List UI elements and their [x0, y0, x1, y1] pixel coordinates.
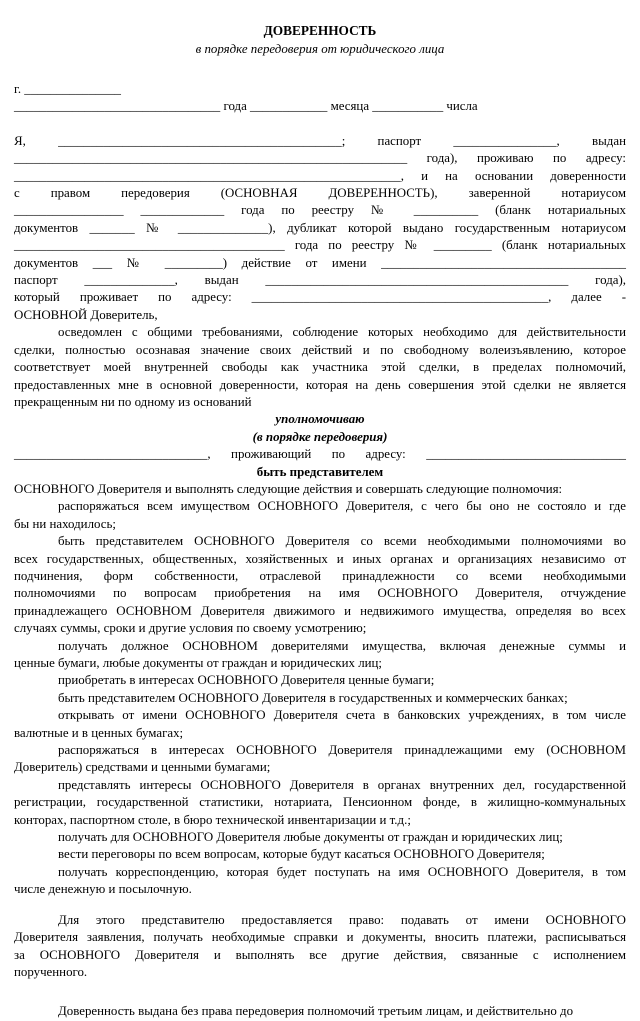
text-line: с правом передоверия (ОСНОВНАЯ ДОВЕРЕННОСТЬ), заверенной нотариусом	[14, 186, 626, 201]
text-line: быть представителем ОСНОВНОГО Доверителя в государственных и коммерческих банках;	[58, 690, 568, 705]
text-line: принадлежащего ОСНОВНОМ Доверителя движимого и недвижимого имущества, определяя во всех	[14, 603, 626, 618]
text-line: распоряжаться всем имуществом ОСНОВНОГО Доверителя, с чего бы оно не состояло и где	[58, 499, 626, 514]
text-line: документов _______ № ______________), дубликат которой выдано государственным нотариусом	[14, 220, 626, 235]
text-line: случаях суммы, сроки и другие условия по своему усмотрению;	[14, 621, 367, 636]
text-line: прекращенным ни по одному из оснований	[14, 394, 252, 409]
text-line: ____________________________________________________________, и на основании доверенности	[14, 168, 626, 183]
text-line: который проживает по адресу: ______________________________________________, далее -	[14, 290, 626, 305]
text-line: осведомлен с общими требованиями, соблюдение которых необходимо для действительности	[58, 325, 626, 340]
text-line: порученного.	[14, 964, 88, 979]
text-line: получать для ОСНОВНОГО Доверителя любые документы от граждан и юридических лиц;	[58, 830, 563, 845]
power-item	[14, 638, 626, 673]
text-line: паспорт ______________, выдан _______________________________________________ года),	[14, 273, 626, 288]
text-line: ОСНОВНОЙ Доверитель,	[14, 307, 158, 322]
city-line: г. _______________	[14, 82, 121, 96]
powers-list	[14, 498, 626, 898]
spacer	[14, 68, 626, 81]
power-item	[14, 533, 626, 637]
text-line: за ОСНОВНОГО Доверителя и выполнять все другие действия, связанные с исполнением	[14, 947, 626, 962]
intro-block	[14, 133, 626, 324]
powers-intro: ОСНОВНОГО Доверителя и выполнять следующие действия и совершать следующие полномочия:	[14, 481, 563, 496]
attorney-line: ______________________________, проживающий по адресу: _______________________________	[14, 447, 626, 462]
text-line: полномочиями по вопросам приобретения на имя ОСНОВНОГО Доверителя, отчуждение	[14, 586, 626, 601]
text-line: получать корреспонденцию, которая будет поступать на имя ОСНОВНОГО Доверителя, в том	[58, 864, 626, 879]
text-line: открывать от имени ОСНОВНОГО Доверителя счета в банковских учреждениях, в том числе	[58, 708, 626, 723]
spacer	[14, 116, 626, 133]
text-line: числе денежную и посылочную.	[14, 882, 192, 897]
text-line: получать должное ОСНОВНОМ доверителями имущества, включая денежные суммы и	[58, 638, 626, 653]
text-line: _________________ _____________ года по реестру № __________ (бланк нотариальных	[14, 203, 626, 218]
text-line: представлять интересы ОСНОВНОГО Доверителя в органах внутренних дел, государственной	[58, 777, 626, 792]
text-line: ценные бумаги, любые документы от граждан и юридических лиц;	[14, 656, 382, 670]
power-item	[14, 672, 626, 689]
text-line: документов ___ № _________) действие от имени ______________________________________	[14, 255, 626, 270]
document-body	[14, 22, 626, 1021]
power-item	[14, 742, 626, 777]
power-item	[14, 829, 626, 846]
text-line: Доверителя заявления, получать необходимые справки и документы, вносить платежи, расписываться	[14, 930, 626, 945]
text-line: всех государственных, общественных, хозяйственных и иных органах и организациях независимо от	[14, 551, 626, 566]
text-line: вести переговоры по всем вопросам, которые будут касаться ОСНОВНОГО Доверителя;	[58, 847, 545, 862]
authorize-heading: уполномочиваю	[275, 412, 365, 427]
power-item	[14, 864, 626, 899]
text-line: Доверитель) средствами и ценными бумагами;	[14, 760, 271, 775]
document-title: ДОВЕРЕННОСТЬ	[263, 23, 377, 38]
power-item	[14, 846, 626, 863]
text-line: Для этого представителю предоставляется право: подавать от имени ОСНОВНОГО	[58, 912, 626, 927]
spacer	[14, 899, 626, 912]
aware-paragraph	[14, 324, 626, 411]
text-line: бы ни находилось;	[14, 516, 116, 531]
power-item	[14, 707, 626, 742]
text-line: распоряжаться в интересах ОСНОВНОГО Доверителя принадлежащими ему (ОСНОВНОМ	[58, 743, 626, 758]
text-line: быть представителем ОСНОВНОГО Доверителя со всеми необходимыми полномочиями во	[58, 534, 626, 549]
represent-heading: быть представителем	[256, 464, 384, 479]
text-line: регистрации, государственной статистики, нотариата, Пенсионном фонде, в жилищно-коммунальных	[14, 795, 626, 810]
text-line: _____________________________________________________________ года), проживаю по адресу:	[14, 151, 626, 166]
document-subtitle: в порядке передоверия от юридического лица	[195, 42, 445, 56]
text-line: сделки, полностью осознавая значение своих действий и по свободному волеизъявлению, которое	[14, 342, 626, 357]
text-line: приобретать в интересах ОСНОВНОГО Доверителя ценные бумаги;	[58, 673, 435, 688]
text-line: предоставленных мне в основной доверенности, которая на день совершения этой сделки не является	[14, 377, 626, 392]
spacer	[14, 981, 626, 1003]
power-item	[14, 777, 626, 829]
authorize-note: (в порядке передоверия)	[252, 429, 388, 444]
power-item	[14, 690, 626, 707]
text-line: подчинения, форм собственности, отраслевой принадлежности со всеми необходимыми	[14, 568, 626, 583]
rights-paragraph	[14, 912, 626, 982]
text-line: Я, ____________________________________________; паспорт ________________, выдан	[14, 133, 626, 148]
power-item	[14, 498, 626, 533]
text-line: конторах, паспортном столе, в бюро технической инвентаризации и т.д.;	[14, 812, 411, 827]
closing-line: Доверенность выдана без права передоверия полномочий третьим лицам, и действительно до	[58, 1004, 574, 1019]
text-line: соответствует моей внутренней свободы как участника этой сделки, в пределах полномочий,	[14, 360, 626, 375]
text-line: валютные и в ценных бумагах;	[14, 725, 184, 740]
date-line: ________________________________ года ____________ месяца ___________ числа	[14, 99, 478, 114]
text-line: __________________________________________ года по реестру № _________ (бланк нотариальных	[14, 238, 626, 253]
